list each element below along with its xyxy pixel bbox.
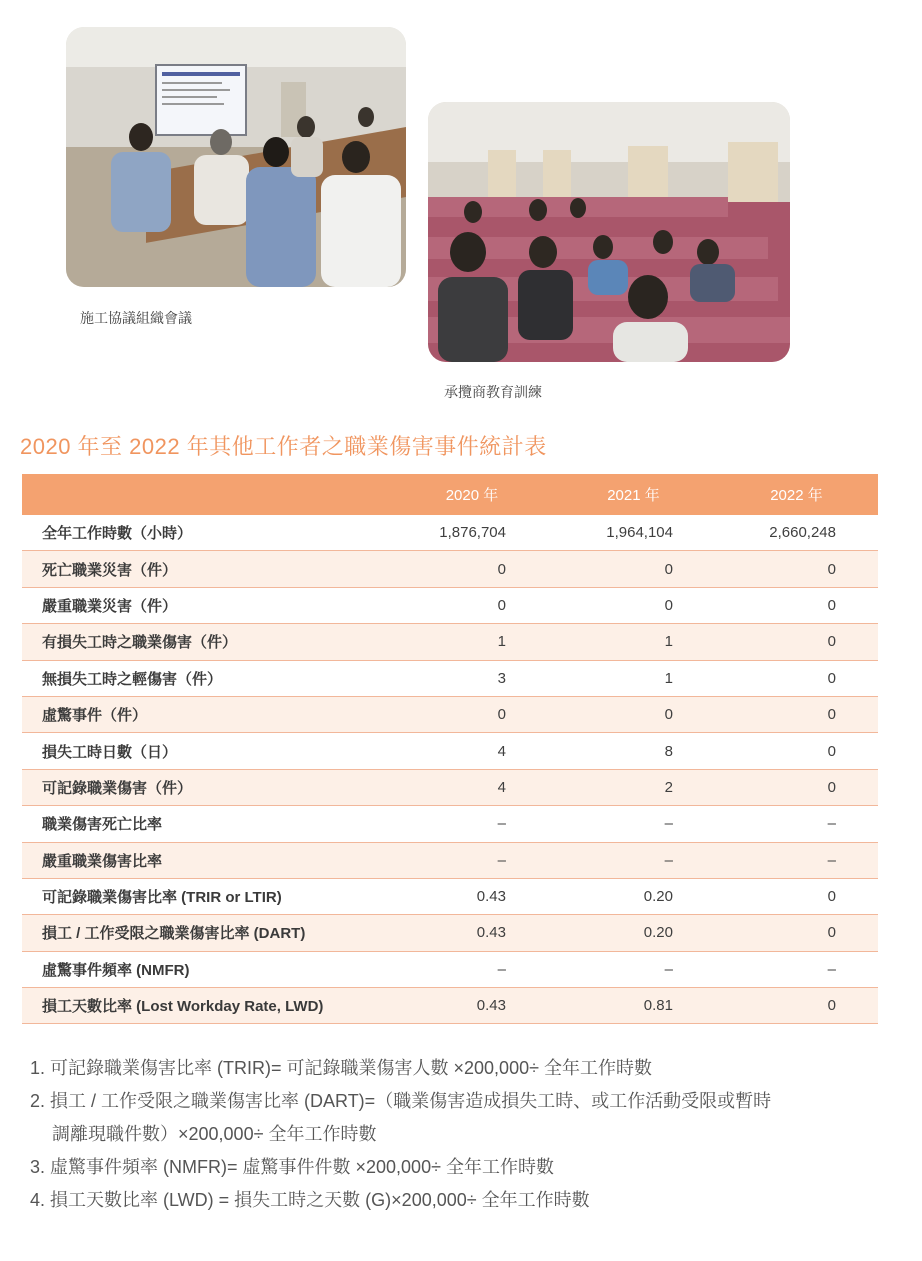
table-row xyxy=(22,733,878,769)
row-label: 無損失工時之輕傷害（件） xyxy=(22,660,392,696)
row-label: 有損失工時之職業傷害（件） xyxy=(22,624,392,660)
row-label: 虛驚事件頻率 (NMFR) xyxy=(22,951,392,987)
injury-statistics-table xyxy=(22,474,878,1024)
cell-value: – xyxy=(392,806,552,842)
cell-value: 0 xyxy=(715,733,878,769)
note-text: 1. 可記錄職業傷害比率 (TRIR)= 可記錄職業傷害人數 ×200,000÷ 全年工作時數 xyxy=(30,1058,652,1078)
cell-value: – xyxy=(552,806,715,842)
cell-value: 0 xyxy=(715,988,878,1024)
cell-value: 0 xyxy=(715,696,878,732)
row-label: 嚴重職業災害（件） xyxy=(22,587,392,623)
table-row xyxy=(22,878,878,914)
row-label: 損工 / 工作受限之職業傷害比率 (DART) xyxy=(22,915,392,951)
table-row xyxy=(22,842,878,878)
cell-value: – xyxy=(715,951,878,987)
cell-value: 2,660,248 xyxy=(715,515,878,551)
cell-value: – xyxy=(552,842,715,878)
header-2020: 2020 年 xyxy=(392,474,552,515)
cell-value: 0 xyxy=(715,624,878,660)
cell-value: 0.20 xyxy=(552,915,715,951)
cell-value: 0 xyxy=(552,696,715,732)
cell-value: 0 xyxy=(552,551,715,587)
cell-value: 0.20 xyxy=(552,878,715,914)
row-label: 死亡職業災害（件） xyxy=(22,551,392,587)
cell-value: 0.43 xyxy=(392,915,552,951)
row-label: 職業傷害死亡比率 xyxy=(22,806,392,842)
note-item xyxy=(30,1052,890,1085)
cell-value: – xyxy=(715,806,878,842)
training-photo xyxy=(428,102,790,362)
cell-value: – xyxy=(392,842,552,878)
cell-value: 3 xyxy=(392,660,552,696)
cell-value: 0 xyxy=(392,551,552,587)
cell-value: 0 xyxy=(715,915,878,951)
cell-value: 1,876,704 xyxy=(392,515,552,551)
cell-value: 0 xyxy=(715,551,878,587)
cell-value: 0 xyxy=(715,878,878,914)
table-row xyxy=(22,915,878,951)
table-row xyxy=(22,769,878,805)
header-label xyxy=(22,474,392,515)
cell-value: 1 xyxy=(552,624,715,660)
table-row xyxy=(22,624,878,660)
table-row xyxy=(22,988,878,1024)
table-header-row xyxy=(22,474,878,515)
cell-value: 8 xyxy=(552,733,715,769)
cell-value: 4 xyxy=(392,733,552,769)
cell-value: 0 xyxy=(715,660,878,696)
cell-value: 1 xyxy=(392,624,552,660)
cell-value: 0 xyxy=(715,587,878,623)
note-item xyxy=(30,1184,890,1217)
cell-value: 1 xyxy=(552,660,715,696)
cell-value: 2 xyxy=(552,769,715,805)
note-text-continued: 調離現職件數）×200,000÷ 全年工作時數 xyxy=(52,1124,377,1144)
table-row xyxy=(22,587,878,623)
cell-value: 0 xyxy=(392,587,552,623)
table-row xyxy=(22,696,878,732)
header-2022: 2022 年 xyxy=(715,474,878,515)
cell-value: 0 xyxy=(552,587,715,623)
cell-value: 1,964,104 xyxy=(552,515,715,551)
row-label: 損失工時日數（日） xyxy=(22,733,392,769)
row-label: 可記錄職業傷害比率 (TRIR or LTIR) xyxy=(22,878,392,914)
table-row xyxy=(22,515,878,551)
table-row xyxy=(22,551,878,587)
row-label: 損工天數比率 (Lost Workday Rate, LWD) xyxy=(22,988,392,1024)
cell-value: – xyxy=(392,951,552,987)
note-item xyxy=(30,1151,890,1184)
meeting-photo xyxy=(66,27,406,287)
table-row xyxy=(22,951,878,987)
header-2021: 2021 年 xyxy=(552,474,715,515)
cell-value: – xyxy=(715,842,878,878)
cell-value: 4 xyxy=(392,769,552,805)
cell-value: 0 xyxy=(392,696,552,732)
cell-value: 0.81 xyxy=(552,988,715,1024)
note-text: 4. 損工天數比率 (LWD) = 損失工時之天數 (G)×200,000÷ 全年工作時數 xyxy=(30,1190,590,1210)
row-label: 全年工作時數（小時） xyxy=(22,515,392,551)
table-row xyxy=(22,806,878,842)
cell-value: 0.43 xyxy=(392,878,552,914)
row-label: 虛驚事件（件） xyxy=(22,696,392,732)
cell-value: 0.43 xyxy=(392,988,552,1024)
row-label: 嚴重職業傷害比率 xyxy=(22,842,392,878)
table-row xyxy=(22,660,878,696)
cell-value: 0 xyxy=(715,769,878,805)
meeting-photo-caption: 施工協議組織會議 xyxy=(80,310,192,326)
note-text: 3. 虛驚事件頻率 (NMFR)= 虛驚事件件數 ×200,000÷ 全年工作時數 xyxy=(30,1157,554,1177)
row-label: 可記錄職業傷害（件） xyxy=(22,769,392,805)
note-text: 2. 損工 / 工作受限之職業傷害比率 (DART)=（職業傷害造成損失工時、或工作活動受限或暫時 xyxy=(30,1091,772,1111)
note-item xyxy=(30,1085,890,1151)
cell-value: – xyxy=(552,951,715,987)
training-photo-caption: 承攬商教育訓練 xyxy=(444,384,542,400)
table-title: 2020 年至 2022 年其他工作者之職業傷害事件統計表 xyxy=(20,434,547,459)
formula-notes xyxy=(30,1052,890,1217)
